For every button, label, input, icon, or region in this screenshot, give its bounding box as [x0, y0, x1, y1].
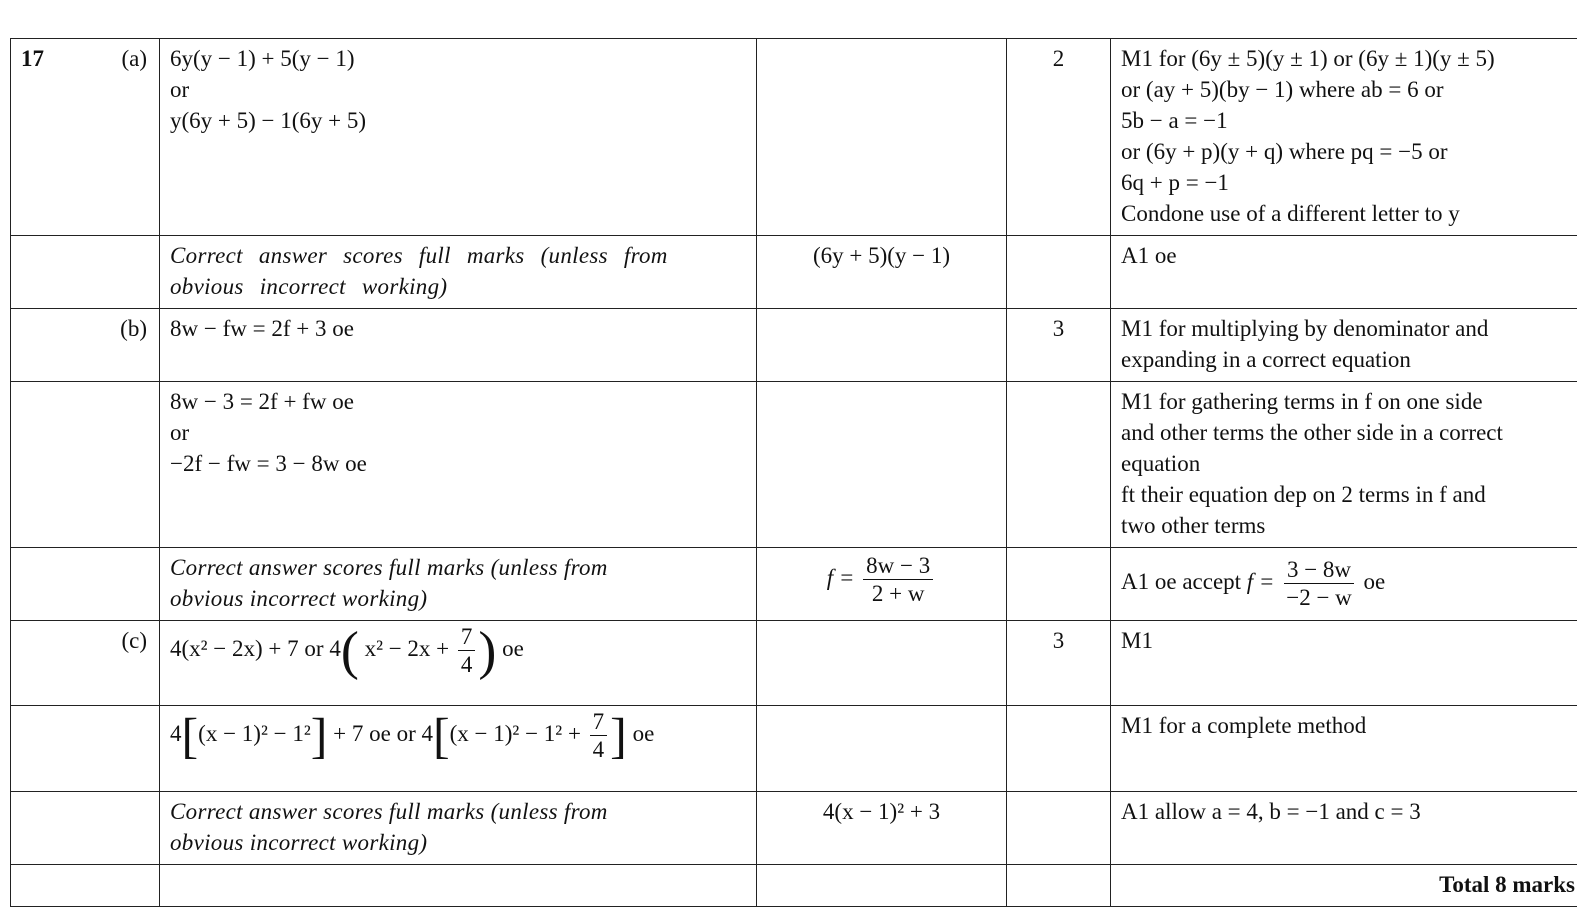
- guidance-cell: [1111, 39, 1577, 236]
- working-suffix: oe: [502, 636, 524, 661]
- guidance-lhs: f =: [1247, 569, 1275, 594]
- guidance-line: A1 oe: [1121, 243, 1177, 268]
- working-inner: x² − 2x +: [365, 636, 450, 661]
- working-line: y(6y + 5) − 1(6y + 5): [170, 105, 746, 136]
- working-fraction: [590, 708, 608, 763]
- guidance-line: 6q + p = −1: [1121, 167, 1575, 198]
- answer-fraction: [863, 552, 933, 607]
- working-coefficient: 4: [421, 721, 433, 746]
- answer-value: 4(x − 1)² + 3: [823, 799, 940, 824]
- working-fraction: [458, 623, 476, 678]
- fraction-denominator: 4: [590, 736, 608, 763]
- left-bracket: [: [182, 708, 199, 764]
- working-cell: [160, 382, 757, 548]
- guidance-line: two other terms: [1121, 510, 1575, 541]
- guidance-line: equation: [1121, 448, 1575, 479]
- working-coefficient: 4: [329, 636, 341, 661]
- working-line: 8w − fw = 2f + 3 oe: [170, 316, 354, 341]
- guidance-cell: [1111, 382, 1577, 548]
- marks-value: 2: [1053, 46, 1065, 71]
- working-line: or: [170, 417, 746, 448]
- answer-value: (6y + 5)(y − 1): [813, 243, 950, 268]
- fraction-numerator: 7: [458, 623, 476, 651]
- working-expression: 4(x² − 2x) + 7 or: [170, 636, 324, 661]
- table-row: [11, 39, 1577, 236]
- guidance-cell: [1111, 706, 1577, 792]
- guidance-line: and other terms the other side in a correct: [1121, 417, 1575, 448]
- answer-lhs: f =: [827, 565, 855, 590]
- guidance-cell: [1111, 236, 1577, 309]
- answer-cell: [757, 236, 1007, 309]
- marks-cell: [1007, 39, 1111, 236]
- fraction-numerator: 7: [590, 708, 608, 736]
- table-row: [11, 621, 1577, 706]
- guidance-line: M1 for (6y ± 5)(y ± 1) or (6y ± 1)(y ± 5): [1121, 43, 1575, 74]
- table-row: [11, 236, 1577, 309]
- part-label-cell: [91, 621, 160, 706]
- right-paren: ): [478, 621, 496, 681]
- marks-value: 3: [1053, 628, 1065, 653]
- right-bracket: ]: [610, 708, 627, 764]
- working-cell: [160, 548, 757, 621]
- working-tail: + 7: [333, 721, 363, 746]
- working-line: 6y(y − 1) + 5(y − 1): [170, 43, 746, 74]
- guidance-cell: [1111, 548, 1577, 621]
- guidance-line: M1 for gathering terms in f on one side: [1121, 386, 1575, 417]
- left-bracket: [: [433, 708, 450, 764]
- part-label-cell: [91, 39, 160, 236]
- question-number: 17: [21, 46, 44, 71]
- working-inner: (x − 1)² − 1²: [198, 721, 311, 746]
- question-number-cell: [11, 39, 91, 236]
- guidance-prefix: A1 oe accept: [1121, 569, 1241, 594]
- guidance-cell: [1111, 621, 1577, 706]
- working-cell: [160, 309, 757, 382]
- part-label-cell: [91, 309, 160, 382]
- fraction-denominator: 2 + w: [869, 580, 928, 607]
- guidance-cell: [1111, 309, 1577, 382]
- guidance-line: M1 for multiplying by denominator and: [1121, 313, 1575, 344]
- working-hint: Correct answer scores full marks (unless from: [170, 796, 746, 827]
- guidance-suffix: oe: [1364, 569, 1386, 594]
- left-paren: (: [341, 621, 359, 681]
- guidance-line: M1 for a complete method: [1121, 713, 1366, 738]
- working-line: 8w − 3 = 2f + fw oe: [170, 386, 746, 417]
- marks-cell: [1007, 309, 1111, 382]
- answer-cell: [757, 39, 1007, 236]
- guidance-cell: [1111, 792, 1577, 865]
- working-hint: obvious incorrect working): [170, 583, 746, 614]
- working-suffix: oe: [633, 721, 655, 746]
- table-row: [11, 382, 1577, 548]
- right-bracket: ]: [311, 708, 328, 764]
- guidance-line: M1: [1121, 628, 1153, 653]
- guidance-line: A1 allow a = 4, b = −1 and c = 3: [1121, 799, 1421, 824]
- part-label-c: (c): [121, 628, 147, 653]
- total-cell: [1111, 865, 1577, 907]
- guidance-line: or (ay + 5)(by − 1) where ab = 6 or: [1121, 74, 1575, 105]
- working-hint: obvious incorrect working): [170, 827, 746, 858]
- guidance-line: ft their equation dep on 2 terms in f and: [1121, 479, 1575, 510]
- fraction-denominator: −2 − w: [1283, 584, 1355, 611]
- answer-cell: [757, 792, 1007, 865]
- working-hint: Correct answer scores full marks (unless from: [170, 552, 746, 583]
- working-cell: [160, 706, 757, 792]
- working-cell: [160, 621, 757, 706]
- part-label-b: (b): [120, 316, 147, 341]
- marks-cell: [1007, 621, 1111, 706]
- working-line: or: [170, 74, 746, 105]
- working-cell: [160, 792, 757, 865]
- part-label-a: (a): [121, 46, 147, 71]
- marks-value: 3: [1053, 316, 1065, 341]
- table-row: [11, 792, 1577, 865]
- fraction-numerator: 3 − 8w: [1284, 556, 1354, 584]
- fraction-numerator: 8w − 3: [863, 552, 933, 580]
- working-hint: Correct answer scores full marks (unless from obvious incorrect working): [170, 243, 668, 299]
- table-row: [11, 706, 1577, 792]
- answer-cell: [757, 548, 1007, 621]
- working-coefficient: 4: [170, 721, 182, 746]
- total-marks: Total 8 marks: [1439, 872, 1575, 897]
- table-row: [11, 548, 1577, 621]
- working-inner: (x − 1)² − 1² +: [450, 721, 581, 746]
- guidance-line: 5b − a = −1: [1121, 105, 1575, 136]
- mark-scheme-table: [10, 38, 1577, 907]
- working-connector: oe or: [369, 721, 416, 746]
- guidance-line: expanding in a correct equation: [1121, 344, 1575, 375]
- working-line: −2f − fw = 3 − 8w oe: [170, 448, 746, 479]
- working-cell: [160, 39, 757, 236]
- guidance-line: or (6y + p)(y + q) where pq = −5 or: [1121, 136, 1575, 167]
- working-cell: [160, 236, 757, 309]
- total-row: [11, 865, 1577, 907]
- fraction-denominator: 4: [458, 651, 476, 678]
- guidance-line: Condone use of a different letter to y: [1121, 198, 1575, 229]
- table-row: [11, 309, 1577, 382]
- guidance-fraction: [1283, 556, 1355, 611]
